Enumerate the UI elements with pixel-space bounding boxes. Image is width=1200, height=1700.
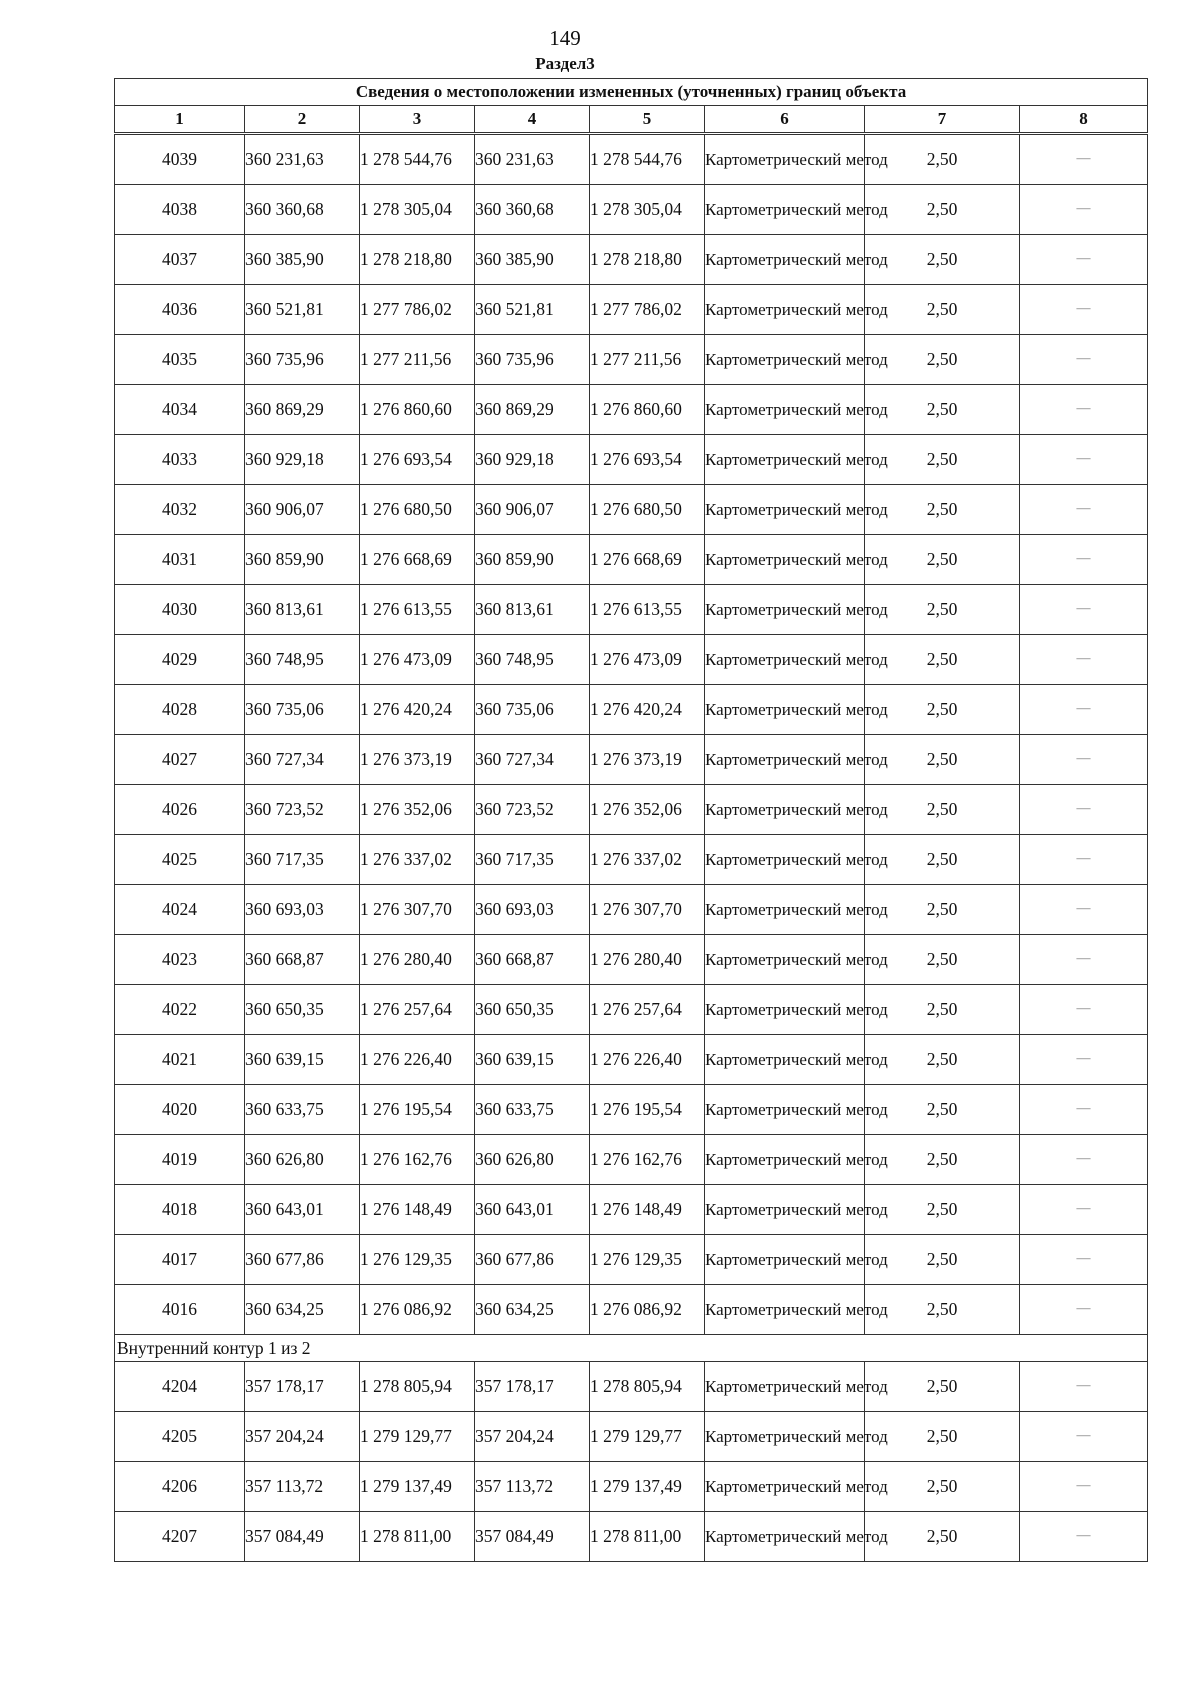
- method-cell: Картометрический метод: [705, 1085, 865, 1135]
- existing-y-cell: 1 277 786,02: [360, 285, 475, 335]
- table-row: [115, 1235, 1148, 1285]
- boundary-coordinates-table: [114, 78, 1148, 1562]
- existing-y-cell: 1 276 257,64: [360, 985, 475, 1035]
- note-cell: —: [1020, 1135, 1148, 1185]
- refined-y-cell: 1 276 226,40: [590, 1035, 705, 1085]
- accuracy-cell: 2,50: [865, 835, 1020, 885]
- accuracy-cell: 2,50: [865, 985, 1020, 1035]
- point-number-cell: 4035: [115, 335, 245, 385]
- point-number-cell: 4033: [115, 435, 245, 485]
- table-row: [115, 385, 1148, 435]
- existing-x-cell: 360 906,07: [245, 485, 360, 535]
- method-cell: Картометрический метод: [705, 1412, 865, 1462]
- refined-y-cell: 1 278 218,80: [590, 235, 705, 285]
- point-number-cell: 4027: [115, 735, 245, 785]
- existing-x-cell: 357 204,24: [245, 1412, 360, 1462]
- table-row: [115, 1035, 1148, 1085]
- note-cell: —: [1020, 1185, 1148, 1235]
- existing-x-cell: 360 633,75: [245, 1085, 360, 1135]
- method-cell: Картометрический метод: [705, 735, 865, 785]
- existing-y-cell: 1 276 086,92: [360, 1285, 475, 1335]
- accuracy-cell: 2,50: [865, 885, 1020, 935]
- table-row: [115, 1362, 1148, 1412]
- point-number-cell: 4028: [115, 685, 245, 735]
- refined-y-cell: 1 279 137,49: [590, 1462, 705, 1512]
- table-row: [115, 785, 1148, 835]
- refined-y-cell: 1 277 211,56: [590, 335, 705, 385]
- existing-y-cell: 1 276 613,55: [360, 585, 475, 635]
- refined-y-cell: 1 276 420,24: [590, 685, 705, 735]
- point-number-cell: 4030: [115, 585, 245, 635]
- note-cell: —: [1020, 1462, 1148, 1512]
- refined-x-cell: 360 748,95: [475, 635, 590, 685]
- existing-y-cell: 1 276 668,69: [360, 535, 475, 585]
- existing-y-cell: 1 278 544,76: [360, 134, 475, 185]
- point-number-cell: 4036: [115, 285, 245, 335]
- refined-x-cell: 360 906,07: [475, 485, 590, 535]
- note-cell: —: [1020, 1412, 1148, 1462]
- refined-x-cell: 360 643,01: [475, 1185, 590, 1235]
- table-row: [115, 1135, 1148, 1185]
- method-cell: Картометрический метод: [705, 885, 865, 935]
- method-cell: Картометрический метод: [705, 585, 865, 635]
- existing-x-cell: 360 677,86: [245, 1235, 360, 1285]
- refined-x-cell: 360 727,34: [475, 735, 590, 785]
- table-row: [115, 1185, 1148, 1235]
- refined-y-cell: 1 276 693,54: [590, 435, 705, 485]
- accuracy-cell: 2,50: [865, 1462, 1020, 1512]
- table-row: [115, 335, 1148, 385]
- refined-x-cell: 360 723,52: [475, 785, 590, 835]
- refined-y-cell: 1 279 129,77: [590, 1412, 705, 1462]
- refined-y-cell: 1 276 280,40: [590, 935, 705, 985]
- note-cell: —: [1020, 685, 1148, 735]
- existing-y-cell: 1 277 211,56: [360, 335, 475, 385]
- existing-x-cell: 360 360,68: [245, 185, 360, 235]
- refined-y-cell: 1 276 162,76: [590, 1135, 705, 1185]
- refined-y-cell: 1 276 373,19: [590, 735, 705, 785]
- refined-x-cell: 360 735,96: [475, 335, 590, 385]
- note-cell: —: [1020, 1235, 1148, 1285]
- column-number: 3: [360, 106, 475, 134]
- point-number-cell: 4025: [115, 835, 245, 885]
- existing-x-cell: 357 178,17: [245, 1362, 360, 1412]
- table-caption: Сведения о местоположении измененных (уточненных) границ объекта: [115, 79, 1148, 106]
- refined-x-cell: 360 668,87: [475, 935, 590, 985]
- existing-x-cell: 360 693,03: [245, 885, 360, 935]
- accuracy-cell: 2,50: [865, 535, 1020, 585]
- refined-x-cell: 360 521,81: [475, 285, 590, 335]
- method-cell: Картометрический метод: [705, 1362, 865, 1412]
- note-cell: —: [1020, 235, 1148, 285]
- accuracy-cell: 2,50: [865, 735, 1020, 785]
- refined-x-cell: 357 113,72: [475, 1462, 590, 1512]
- method-cell: Картометрический метод: [705, 835, 865, 885]
- existing-x-cell: 360 668,87: [245, 935, 360, 985]
- accuracy-cell: 2,50: [865, 1085, 1020, 1135]
- accuracy-cell: 2,50: [865, 935, 1020, 985]
- existing-x-cell: 360 727,34: [245, 735, 360, 785]
- method-cell: Картометрический метод: [705, 385, 865, 435]
- existing-y-cell: 1 279 129,77: [360, 1412, 475, 1462]
- existing-y-cell: 1 276 226,40: [360, 1035, 475, 1085]
- note-cell: —: [1020, 1362, 1148, 1412]
- point-number-cell: 4018: [115, 1185, 245, 1235]
- refined-y-cell: 1 278 305,04: [590, 185, 705, 235]
- existing-y-cell: 1 276 307,70: [360, 885, 475, 935]
- refined-x-cell: 357 178,17: [475, 1362, 590, 1412]
- note-cell: —: [1020, 1085, 1148, 1135]
- existing-x-cell: 360 634,25: [245, 1285, 360, 1335]
- table-row: [115, 835, 1148, 885]
- table-row: [115, 535, 1148, 585]
- refined-y-cell: 1 276 352,06: [590, 785, 705, 835]
- refined-y-cell: 1 276 129,35: [590, 1235, 705, 1285]
- existing-x-cell: 357 113,72: [245, 1462, 360, 1512]
- table-row: [115, 1462, 1148, 1512]
- point-number-cell: 4019: [115, 1135, 245, 1185]
- note-cell: —: [1020, 285, 1148, 335]
- refined-y-cell: 1 276 086,92: [590, 1285, 705, 1335]
- existing-y-cell: 1 276 680,50: [360, 485, 475, 535]
- method-cell: Картометрический метод: [705, 635, 865, 685]
- existing-y-cell: 1 278 305,04: [360, 185, 475, 235]
- accuracy-cell: 2,50: [865, 1512, 1020, 1562]
- point-number-cell: 4022: [115, 985, 245, 1035]
- existing-x-cell: 360 717,35: [245, 835, 360, 885]
- accuracy-cell: 2,50: [865, 785, 1020, 835]
- point-number-cell: 4029: [115, 635, 245, 685]
- note-cell: —: [1020, 1512, 1148, 1562]
- existing-x-cell: 360 869,29: [245, 385, 360, 435]
- table-row: [115, 134, 1148, 185]
- accuracy-cell: 2,50: [865, 185, 1020, 235]
- point-number-cell: 4206: [115, 1462, 245, 1512]
- existing-y-cell: 1 276 420,24: [360, 685, 475, 735]
- accuracy-cell: 2,50: [865, 1185, 1020, 1235]
- accuracy-cell: 2,50: [865, 235, 1020, 285]
- existing-x-cell: 360 813,61: [245, 585, 360, 635]
- method-cell: Картометрический метод: [705, 985, 865, 1035]
- column-number: 6: [705, 106, 865, 134]
- note-cell: —: [1020, 585, 1148, 635]
- accuracy-cell: 2,50: [865, 485, 1020, 535]
- existing-y-cell: 1 276 195,54: [360, 1085, 475, 1135]
- point-number-cell: 4037: [115, 235, 245, 285]
- accuracy-cell: 2,50: [865, 335, 1020, 385]
- refined-y-cell: 1 276 148,49: [590, 1185, 705, 1235]
- accuracy-cell: 2,50: [865, 1135, 1020, 1185]
- column-number: 8: [1020, 106, 1148, 134]
- table-row: [115, 185, 1148, 235]
- existing-x-cell: 360 521,81: [245, 285, 360, 335]
- existing-y-cell: 1 279 137,49: [360, 1462, 475, 1512]
- table-row: [115, 985, 1148, 1035]
- existing-y-cell: 1 278 805,94: [360, 1362, 475, 1412]
- refined-y-cell: 1 276 613,55: [590, 585, 705, 635]
- existing-y-cell: 1 276 373,19: [360, 735, 475, 785]
- existing-x-cell: 360 735,06: [245, 685, 360, 735]
- method-cell: Картометрический метод: [705, 134, 865, 185]
- refined-y-cell: 1 278 544,76: [590, 134, 705, 185]
- existing-x-cell: 360 929,18: [245, 435, 360, 485]
- note-cell: —: [1020, 885, 1148, 935]
- note-cell: —: [1020, 835, 1148, 885]
- refined-y-cell: 1 277 786,02: [590, 285, 705, 335]
- accuracy-cell: 2,50: [865, 285, 1020, 335]
- existing-y-cell: 1 276 860,60: [360, 385, 475, 435]
- point-number-cell: 4034: [115, 385, 245, 435]
- refined-y-cell: 1 278 805,94: [590, 1362, 705, 1412]
- refined-y-cell: 1 276 337,02: [590, 835, 705, 885]
- note-cell: —: [1020, 335, 1148, 385]
- method-cell: Картометрический метод: [705, 1235, 865, 1285]
- note-cell: —: [1020, 1035, 1148, 1085]
- point-number-cell: 4204: [115, 1362, 245, 1412]
- table-row: [115, 1512, 1148, 1562]
- method-cell: Картометрический метод: [705, 935, 865, 985]
- existing-x-cell: 360 859,90: [245, 535, 360, 585]
- refined-x-cell: 360 360,68: [475, 185, 590, 235]
- existing-x-cell: 360 626,80: [245, 1135, 360, 1185]
- table-row: [115, 1412, 1148, 1462]
- table-row: [115, 935, 1148, 985]
- method-cell: Картометрический метод: [705, 1185, 865, 1235]
- refined-y-cell: 1 276 680,50: [590, 485, 705, 535]
- note-cell: —: [1020, 485, 1148, 535]
- point-number-cell: 4024: [115, 885, 245, 935]
- method-cell: Картометрический метод: [705, 1285, 865, 1335]
- table-row: [115, 735, 1148, 785]
- column-number: 4: [475, 106, 590, 134]
- existing-x-cell: 360 385,90: [245, 235, 360, 285]
- refined-x-cell: 360 231,63: [475, 134, 590, 185]
- method-cell: Картометрический метод: [705, 1462, 865, 1512]
- refined-x-cell: 360 385,90: [475, 235, 590, 285]
- accuracy-cell: 2,50: [865, 685, 1020, 735]
- refined-y-cell: 1 276 473,09: [590, 635, 705, 685]
- refined-x-cell: 360 717,35: [475, 835, 590, 885]
- refined-x-cell: 360 693,03: [475, 885, 590, 935]
- existing-x-cell: 360 639,15: [245, 1035, 360, 1085]
- existing-y-cell: 1 276 280,40: [360, 935, 475, 985]
- refined-x-cell: 360 634,25: [475, 1285, 590, 1335]
- contour-header-row: [115, 1335, 1148, 1362]
- refined-y-cell: 1 276 860,60: [590, 385, 705, 435]
- method-cell: Картометрический метод: [705, 535, 865, 585]
- point-number-cell: 4016: [115, 1285, 245, 1335]
- point-number-cell: 4023: [115, 935, 245, 985]
- method-cell: Картометрический метод: [705, 335, 865, 385]
- column-number: 1: [115, 106, 245, 134]
- table-row: [115, 285, 1148, 335]
- column-number: 5: [590, 106, 705, 134]
- method-cell: Картометрический метод: [705, 1512, 865, 1562]
- existing-x-cell: 360 650,35: [245, 985, 360, 1035]
- table-caption-row: [115, 79, 1148, 106]
- accuracy-cell: 2,50: [865, 1235, 1020, 1285]
- existing-y-cell: 1 276 162,76: [360, 1135, 475, 1185]
- note-cell: —: [1020, 985, 1148, 1035]
- method-cell: Картометрический метод: [705, 435, 865, 485]
- table-row: [115, 235, 1148, 285]
- accuracy-cell: 2,50: [865, 1285, 1020, 1335]
- method-cell: Картометрический метод: [705, 785, 865, 835]
- note-cell: —: [1020, 185, 1148, 235]
- refined-x-cell: 360 639,15: [475, 1035, 590, 1085]
- method-cell: Картометрический метод: [705, 1035, 865, 1085]
- existing-x-cell: 360 723,52: [245, 785, 360, 835]
- method-cell: Картометрический метод: [705, 1135, 865, 1185]
- refined-x-cell: 360 929,18: [475, 435, 590, 485]
- refined-x-cell: 360 633,75: [475, 1085, 590, 1135]
- note-cell: —: [1020, 385, 1148, 435]
- table-row: [115, 885, 1148, 935]
- refined-x-cell: 357 204,24: [475, 1412, 590, 1462]
- refined-x-cell: 360 859,90: [475, 535, 590, 585]
- table-row: [115, 685, 1148, 735]
- existing-y-cell: 1 276 129,35: [360, 1235, 475, 1285]
- method-cell: Картометрический метод: [705, 185, 865, 235]
- contour-label: Внутренний контур 1 из 2: [115, 1335, 1148, 1362]
- existing-x-cell: 360 231,63: [245, 134, 360, 185]
- point-number-cell: 4017: [115, 1235, 245, 1285]
- column-number: 2: [245, 106, 360, 134]
- accuracy-cell: 2,50: [865, 134, 1020, 185]
- point-number-cell: 4031: [115, 535, 245, 585]
- table-row: [115, 1285, 1148, 1335]
- note-cell: —: [1020, 935, 1148, 985]
- point-number-cell: 4021: [115, 1035, 245, 1085]
- accuracy-cell: 2,50: [865, 435, 1020, 485]
- table-row: [115, 585, 1148, 635]
- point-number-cell: 4205: [115, 1412, 245, 1462]
- refined-x-cell: 360 869,29: [475, 385, 590, 435]
- table-row: [115, 1085, 1148, 1135]
- refined-x-cell: 360 677,86: [475, 1235, 590, 1285]
- point-number-cell: 4038: [115, 185, 245, 235]
- existing-y-cell: 1 278 218,80: [360, 235, 475, 285]
- page-number: 149: [549, 26, 581, 50]
- note-cell: —: [1020, 435, 1148, 485]
- existing-y-cell: 1 276 148,49: [360, 1185, 475, 1235]
- refined-x-cell: 360 626,80: [475, 1135, 590, 1185]
- accuracy-cell: 2,50: [865, 1035, 1020, 1085]
- existing-y-cell: 1 276 473,09: [360, 635, 475, 685]
- refined-x-cell: 360 735,06: [475, 685, 590, 735]
- column-number-row: [115, 106, 1148, 134]
- point-number-cell: 4207: [115, 1512, 245, 1562]
- note-cell: —: [1020, 535, 1148, 585]
- note-cell: —: [1020, 785, 1148, 835]
- existing-x-cell: 357 084,49: [245, 1512, 360, 1562]
- accuracy-cell: 2,50: [865, 1362, 1020, 1412]
- point-number-cell: 4039: [115, 134, 245, 185]
- method-cell: Картометрический метод: [705, 285, 865, 335]
- column-number: 7: [865, 106, 1020, 134]
- refined-x-cell: 357 084,49: [475, 1512, 590, 1562]
- point-number-cell: 4020: [115, 1085, 245, 1135]
- existing-y-cell: 1 276 693,54: [360, 435, 475, 485]
- existing-x-cell: 360 735,96: [245, 335, 360, 385]
- accuracy-cell: 2,50: [865, 385, 1020, 435]
- refined-x-cell: 360 813,61: [475, 585, 590, 635]
- accuracy-cell: 2,50: [865, 585, 1020, 635]
- refined-y-cell: 1 276 195,54: [590, 1085, 705, 1135]
- method-cell: Картометрический метод: [705, 235, 865, 285]
- existing-y-cell: 1 276 352,06: [360, 785, 475, 835]
- table-row: [115, 635, 1148, 685]
- method-cell: Картометрический метод: [705, 485, 865, 535]
- method-cell: Картометрический метод: [705, 685, 865, 735]
- existing-y-cell: 1 276 337,02: [360, 835, 475, 885]
- accuracy-cell: 2,50: [865, 635, 1020, 685]
- section-title: Раздел3: [535, 54, 595, 73]
- note-cell: —: [1020, 134, 1148, 185]
- note-cell: —: [1020, 635, 1148, 685]
- point-number-cell: 4026: [115, 785, 245, 835]
- existing-x-cell: 360 748,95: [245, 635, 360, 685]
- refined-y-cell: 1 276 257,64: [590, 985, 705, 1035]
- refined-y-cell: 1 278 811,00: [590, 1512, 705, 1562]
- accuracy-cell: 2,50: [865, 1412, 1020, 1462]
- table-row: [115, 435, 1148, 485]
- refined-y-cell: 1 276 668,69: [590, 535, 705, 585]
- refined-y-cell: 1 276 307,70: [590, 885, 705, 935]
- point-number-cell: 4032: [115, 485, 245, 535]
- note-cell: —: [1020, 735, 1148, 785]
- table-row: [115, 485, 1148, 535]
- existing-y-cell: 1 278 811,00: [360, 1512, 475, 1562]
- note-cell: —: [1020, 1285, 1148, 1335]
- refined-x-cell: 360 650,35: [475, 985, 590, 1035]
- existing-x-cell: 360 643,01: [245, 1185, 360, 1235]
